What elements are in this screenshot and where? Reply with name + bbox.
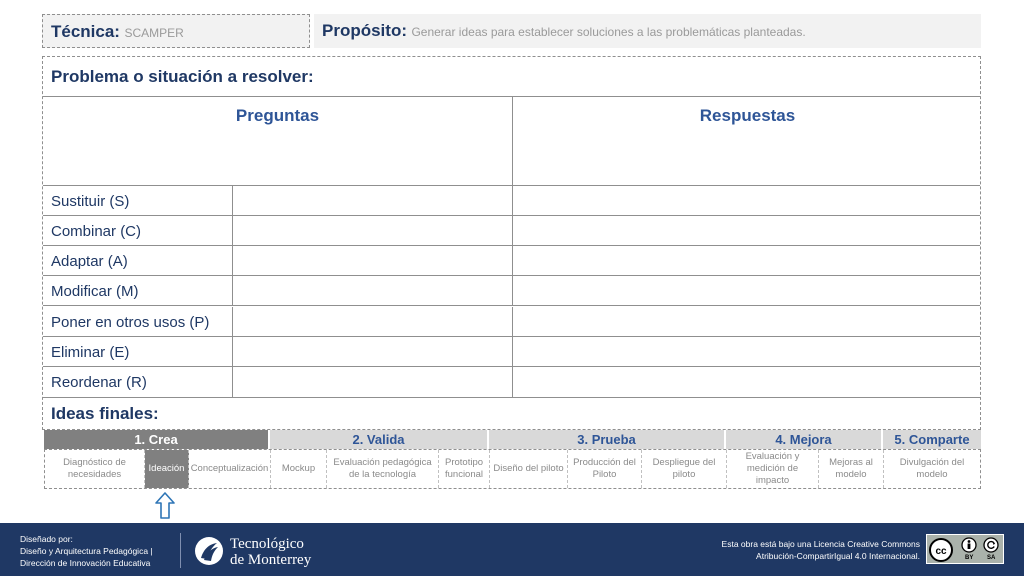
phase-comparte: 5. Comparte	[883, 430, 981, 449]
question-label: Modificar (M)	[43, 276, 233, 305]
designed-by	[20, 533, 153, 569]
technique-label: Técnica:	[51, 22, 120, 41]
phase-steps	[44, 449, 981, 489]
step-prototipo: Prototipo funcional	[439, 450, 490, 488]
org-name-line: Tecnológico	[230, 536, 304, 552]
step-evaluacion-pedagogica: Evaluación pedagógica de la tecnología	[327, 450, 439, 488]
purpose-box	[314, 14, 981, 48]
step-ideacion: Ideación	[145, 450, 189, 488]
license-text	[722, 538, 920, 562]
step-conceptualizacion: Conceptualización	[189, 450, 271, 488]
answer-cell[interactable]	[513, 276, 982, 305]
questions-header: Preguntas	[43, 97, 513, 186]
cc-logo-icon	[929, 538, 953, 562]
step-produccion-piloto: Producción del Piloto	[568, 450, 642, 488]
answer-cell[interactable]	[513, 367, 982, 397]
cc-by-icon	[961, 537, 977, 553]
answer-cell[interactable]	[513, 246, 982, 275]
question-cell[interactable]	[233, 276, 513, 305]
question-cell[interactable]	[233, 216, 513, 245]
phase-bar	[44, 430, 981, 489]
step-mejoras: Mejoras al modelo	[819, 450, 884, 488]
designed-by-line: Diseñado por:	[20, 534, 73, 544]
question-label: Adaptar (A)	[43, 246, 233, 275]
footer	[0, 523, 1024, 576]
question-row-eliminar	[43, 337, 980, 367]
cc-license-badge[interactable]	[926, 534, 1004, 564]
step-divulgacion: Divulgación del modelo	[899, 457, 965, 480]
step-despliegue-piloto: Despliegue del piloto	[642, 450, 727, 488]
designed-by-line: Diseño y Arquitectura Pedagógica |	[20, 546, 153, 556]
technique-value: SCAMPER	[124, 26, 184, 40]
question-cell[interactable]	[233, 307, 513, 336]
license-line: Atribución-CompartirIgual 4.0 Internacional.	[756, 551, 920, 561]
question-label: Sustituir (S)	[43, 186, 233, 215]
org-name-line: de Monterrey	[230, 552, 312, 568]
question-cell[interactable]	[233, 337, 513, 366]
final-ideas-field[interactable]	[43, 398, 980, 431]
question-row-modificar	[43, 276, 980, 306]
question-label: Reordenar (R)	[43, 367, 233, 397]
question-row-adaptar	[43, 246, 980, 276]
cc-sa-icon	[983, 537, 999, 553]
answer-cell[interactable]	[513, 216, 982, 245]
phase-valida: 2. Valida	[270, 430, 489, 449]
step-evaluacion-impacto: Evaluación y medición de impacto	[727, 450, 819, 488]
problem-label: Problema o situación a resolver:	[51, 67, 314, 86]
scamper-worksheet	[42, 56, 981, 430]
phase-crea: 1. Crea	[44, 430, 270, 449]
tec-logo-icon	[194, 536, 224, 566]
question-cell[interactable]	[233, 186, 513, 215]
question-label: Combinar (C)	[43, 216, 233, 245]
question-label: Eliminar (E)	[43, 337, 233, 366]
cc-by-label: BY	[965, 555, 974, 561]
license-line: Esta obra está bajo una Licencia Creative Commons	[721, 539, 920, 549]
question-row-reordenar	[43, 367, 980, 398]
question-row-sustituir	[43, 186, 980, 216]
worksheet-header-row	[43, 97, 980, 186]
designed-by-line: Dirección de Innovación Educativa	[20, 558, 151, 568]
phase-mejora: 4. Mejora	[726, 430, 883, 449]
purpose-label: Propósito:	[322, 21, 407, 40]
question-cell[interactable]	[233, 246, 513, 275]
answer-cell[interactable]	[513, 337, 982, 366]
org-name	[230, 536, 311, 568]
step-mockup: Mockup	[271, 450, 327, 488]
question-row-combinar	[43, 216, 980, 246]
question-label: Poner en otros usos (P)	[43, 307, 233, 336]
up-arrow-icon	[155, 492, 175, 520]
footer-divider	[180, 533, 181, 568]
phase-prueba: 3. Prueba	[489, 430, 726, 449]
question-cell[interactable]	[233, 367, 513, 397]
technique-box	[42, 14, 310, 48]
step-diseno-piloto: Diseño del piloto	[490, 450, 568, 488]
step-diagnostico: Diagnóstico de necesidades	[45, 450, 145, 488]
svg-text:cc: cc	[935, 546, 947, 557]
purpose-value: Generar ideas para establecer soluciones a las problemáticas planteadas.	[411, 25, 806, 39]
answer-cell[interactable]	[513, 186, 982, 215]
answer-cell[interactable]	[513, 307, 982, 336]
final-ideas-label: Ideas finales:	[51, 404, 159, 423]
question-row-otros-usos	[43, 307, 980, 337]
answers-header: Respuestas	[699, 106, 796, 125]
cc-sa-label: SA	[987, 555, 996, 561]
problem-field[interactable]	[43, 57, 980, 97]
